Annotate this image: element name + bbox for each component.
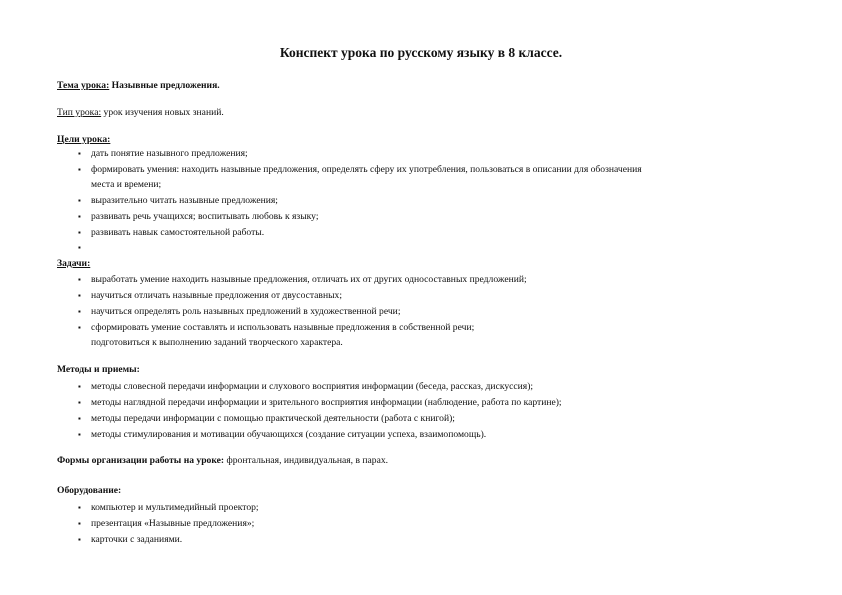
goal-item: выразительно читать назывные предложения; bbox=[91, 195, 278, 206]
goal-item: дать понятие назывного предложения; bbox=[91, 148, 248, 159]
topic-line bbox=[57, 80, 220, 92]
bullet-icon: ▪ bbox=[78, 307, 81, 316]
bullet-icon: ▪ bbox=[78, 519, 81, 528]
bullet-icon: ▪ bbox=[78, 535, 81, 544]
goals-heading: Цели урока: bbox=[57, 134, 111, 145]
methods-heading: Методы и приемы: bbox=[57, 364, 140, 375]
equipment-heading: Оборудование: bbox=[57, 485, 122, 496]
task-item: выработать умение находить назывные предложения, отличать их от других односоставных предложений; bbox=[91, 274, 527, 285]
goal-item: развивать навык самостоятельной работы. bbox=[91, 227, 265, 238]
goal-item: развивать речь учащихся; воспитывать любовь к языку; bbox=[91, 211, 319, 222]
tasks-heading: Задачи: bbox=[57, 258, 91, 269]
goal-item: формировать умения: находить назывные предложения, определять сферу их употребления, пользоваться в описании для обозначения bbox=[91, 164, 642, 175]
forms-line bbox=[57, 455, 388, 467]
equipment-item: презентация «Назывные предложения»; bbox=[91, 518, 255, 529]
method-item: методы передачи информации с помощью практической деятельности (работа с книгой); bbox=[91, 413, 455, 424]
bullet-icon: ▪ bbox=[78, 382, 81, 391]
task-item: сформировать умение составлять и использовать назывные предложения в собственной речи; bbox=[91, 322, 475, 333]
bullet-icon: ▪ bbox=[78, 414, 81, 423]
lesson-type-line bbox=[57, 107, 224, 119]
task-item: научиться отличать назывные предложения от двусоставных; bbox=[91, 290, 343, 301]
equipment-item: компьютер и мультимедийный проектор; bbox=[91, 502, 259, 513]
bullet-icon: ▪ bbox=[78, 275, 81, 284]
equipment-item: карточки с заданиями. bbox=[91, 534, 183, 545]
bullet-icon: ▪ bbox=[78, 323, 81, 332]
forms-label: Формы организации работы на уроке: bbox=[57, 455, 225, 466]
bullet-icon: ▪ bbox=[78, 196, 81, 205]
method-item: методы стимулирования и мотивации обучающихся (создание ситуации успеха, взаимопомощь). bbox=[91, 429, 487, 440]
task-item: научиться определять роль назывных предложений в художественной речи; bbox=[91, 306, 401, 317]
method-item: методы словесной передачи информации и слухового восприятия информации (беседа, рассказ, дискуссия); bbox=[91, 381, 534, 392]
forms-value: фронтальная, индивидуальная, в парах. bbox=[224, 455, 389, 466]
bullet-icon: ▪ bbox=[78, 503, 81, 512]
bullet-icon: ▪ bbox=[78, 212, 81, 221]
document-title: Конспект урока по русскому языку в 8 классе. bbox=[279, 45, 563, 60]
topic-value: Назывные предложения. bbox=[111, 80, 220, 91]
method-item: методы наглядной передачи информации и зрительного восприятия информации (наблюдение, работа по картине); bbox=[91, 397, 562, 408]
bullet-icon: ▪ bbox=[78, 165, 81, 174]
bullet-icon: ▪ bbox=[78, 398, 81, 407]
bullet-icon: ▪ bbox=[78, 243, 81, 252]
topic-label: Тема урока: bbox=[57, 80, 110, 91]
lesson-type-label: Тип урока: bbox=[57, 107, 102, 118]
bullet-icon: ▪ bbox=[78, 228, 81, 237]
bullet-icon: ▪ bbox=[78, 430, 81, 439]
lesson-type-value: урок изучения новых знаний. bbox=[101, 107, 224, 118]
goal-item-continuation: места и времени; bbox=[91, 179, 162, 190]
task-item-continuation: подготовиться к выполнению заданий творческого характера. bbox=[91, 337, 343, 348]
bullet-icon: ▪ bbox=[78, 291, 81, 300]
bullet-icon: ▪ bbox=[78, 149, 81, 158]
